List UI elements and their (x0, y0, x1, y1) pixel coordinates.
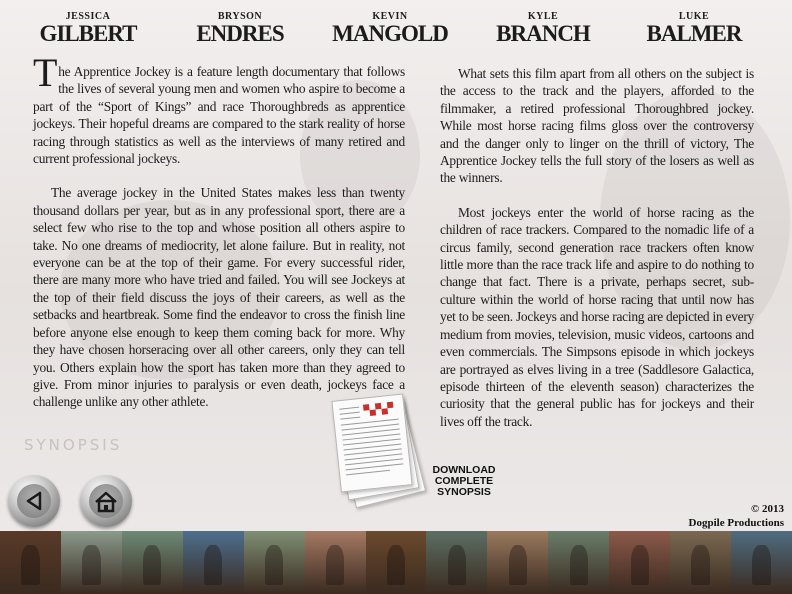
cast-first-name: KEVIN (372, 11, 408, 22)
filmstrip-frame (0, 531, 62, 594)
synopsis-left-column (33, 50, 405, 411)
cast-last-name: MANGOLD (332, 21, 448, 46)
filmstrip-frame (670, 531, 732, 594)
film-still-figure (82, 545, 100, 585)
cast-member (326, 12, 454, 45)
copyright-company: Dogpile Productions (688, 517, 784, 529)
copyright-notice (689, 502, 784, 530)
filmstrip (0, 531, 792, 594)
filmstrip-frame (487, 531, 549, 594)
filmstrip-frame (305, 531, 367, 594)
film-still-figure (143, 545, 161, 585)
cast-last-name: GILBERT (39, 21, 137, 46)
cast-header (0, 12, 792, 46)
film-still-figure (326, 545, 344, 585)
paragraph-text: he Apprentice Jockey is a feature length documentary that follows the lives of several young men and women who aspire to become a part of the “Sport of Kings” and race Thoroughbreds as apprentice jockeys. Their hopeful dreams are compared to the stark reality of horse racing through statistics as well as the interviews of many retired and current professional jockeys. (33, 64, 405, 167)
cast-first-name: LUKE (678, 11, 710, 22)
filmstrip-frame (426, 531, 488, 594)
cast-first-name: BRYSON (217, 11, 263, 22)
cast-member (38, 12, 138, 45)
synopsis-paragraph: Most jockeys enter the world of horse racing as the children of race trackers. Compared to the nomadic life of a circus family, second generation race trackers often know little more than the race track life and aspire to do nothing to change that fact. There is a private, perhaps secret, sub-culture within the world of horse racing that until now has yet to be seen. Jockeys and horse racing are depicted in every medium from movies, television, music videos, cartoons and even commercials. The Simpsons episode in which jockeys are portrayed as elves living in a tree (Saddlesore Galactica, episode thirteen of the eleventh season) characterizes the curiosity that the general public has for jockeys and their lives off the track. (440, 204, 754, 429)
copyright-year: © 2013 (751, 503, 784, 515)
cast-first-name: JESSICA (65, 11, 111, 22)
filmstrip-frame (366, 531, 428, 594)
synopsis-paragraph (33, 50, 405, 167)
film-still-figure (204, 545, 222, 585)
back-arrow-icon (8, 475, 60, 527)
cast-first-name: KYLE (527, 11, 559, 22)
filmstrip-frame (731, 531, 792, 594)
synopsis-right-column (440, 65, 754, 430)
film-still-figure (448, 545, 466, 585)
synopsis-paragraph: What sets this film apart from all others on the subject is the access to the track and the players, afforded to the filmmaker, a retired professional Thoroughbred jockey. While most horse racing films gloss over the controversy and the danger only to linger on the thrill of victory, The Apprentice Jockey tells the full story of the losers as well as the winners. (440, 66, 754, 186)
drop-cap: T (33, 50, 58, 95)
download-label-line: SYNOPSIS (437, 486, 491, 498)
filmstrip-frame (122, 531, 184, 594)
film-still-figure (21, 545, 39, 585)
home-icon (80, 475, 132, 527)
filmstrip-frame (548, 531, 610, 594)
document-lines-icon (332, 395, 411, 492)
cast-member (190, 12, 290, 45)
back-button[interactable] (8, 475, 60, 527)
cast-last-name: BRANCH (496, 21, 590, 46)
download-label-line: DOWNLOAD (432, 464, 496, 476)
film-still-figure (752, 545, 770, 585)
film-still-figure (570, 545, 588, 585)
film-still-figure (509, 545, 527, 585)
cast-member (640, 12, 748, 45)
home-button[interactable] (80, 475, 132, 527)
filmstrip-frame (183, 531, 245, 594)
film-still-figure (387, 545, 405, 585)
synopsis-document-icon[interactable] (326, 393, 426, 513)
synopsis-watermark: SYNOPSIS (24, 436, 123, 454)
cast-last-name: BALMER (646, 21, 742, 46)
filmstrip-frame (244, 531, 306, 594)
filmstrip-frame (61, 531, 123, 594)
filmstrip-frame (609, 531, 671, 594)
synopsis-paragraph: The average jockey in the United States makes less than twenty thousand dollars per year, but as in any professional sport, there are a select few who rise to the top and whose position all others aspire to take. No one dreams of mediocrity, let alone failure. But in reality, not everyone can be at the top of their game. For every successful rider, there are many more who have tried and failed. You will see Jockeys at the top of their field discuss the joys of their careers, as well as the setbacks and heartbreak. Some find the endeavor to cross the finish line before anyone else enough to keep them coming back for more. Why they have chosen horseracing over all other careers, only they can tell you. Others explain how the sport has taken more than they agreed to give. From minor injuries to paralysis or even death, jockeys face a challenge unlike any other athlete. (33, 185, 405, 410)
film-still-figure (265, 545, 283, 585)
cast-member (489, 12, 597, 45)
download-synopsis-link[interactable] (424, 465, 504, 498)
download-label-line: COMPLETE (434, 475, 494, 487)
document-page (331, 393, 412, 492)
film-still-figure (631, 545, 649, 585)
film-still-figure (691, 545, 709, 585)
cast-last-name: ENDRES (196, 21, 284, 46)
